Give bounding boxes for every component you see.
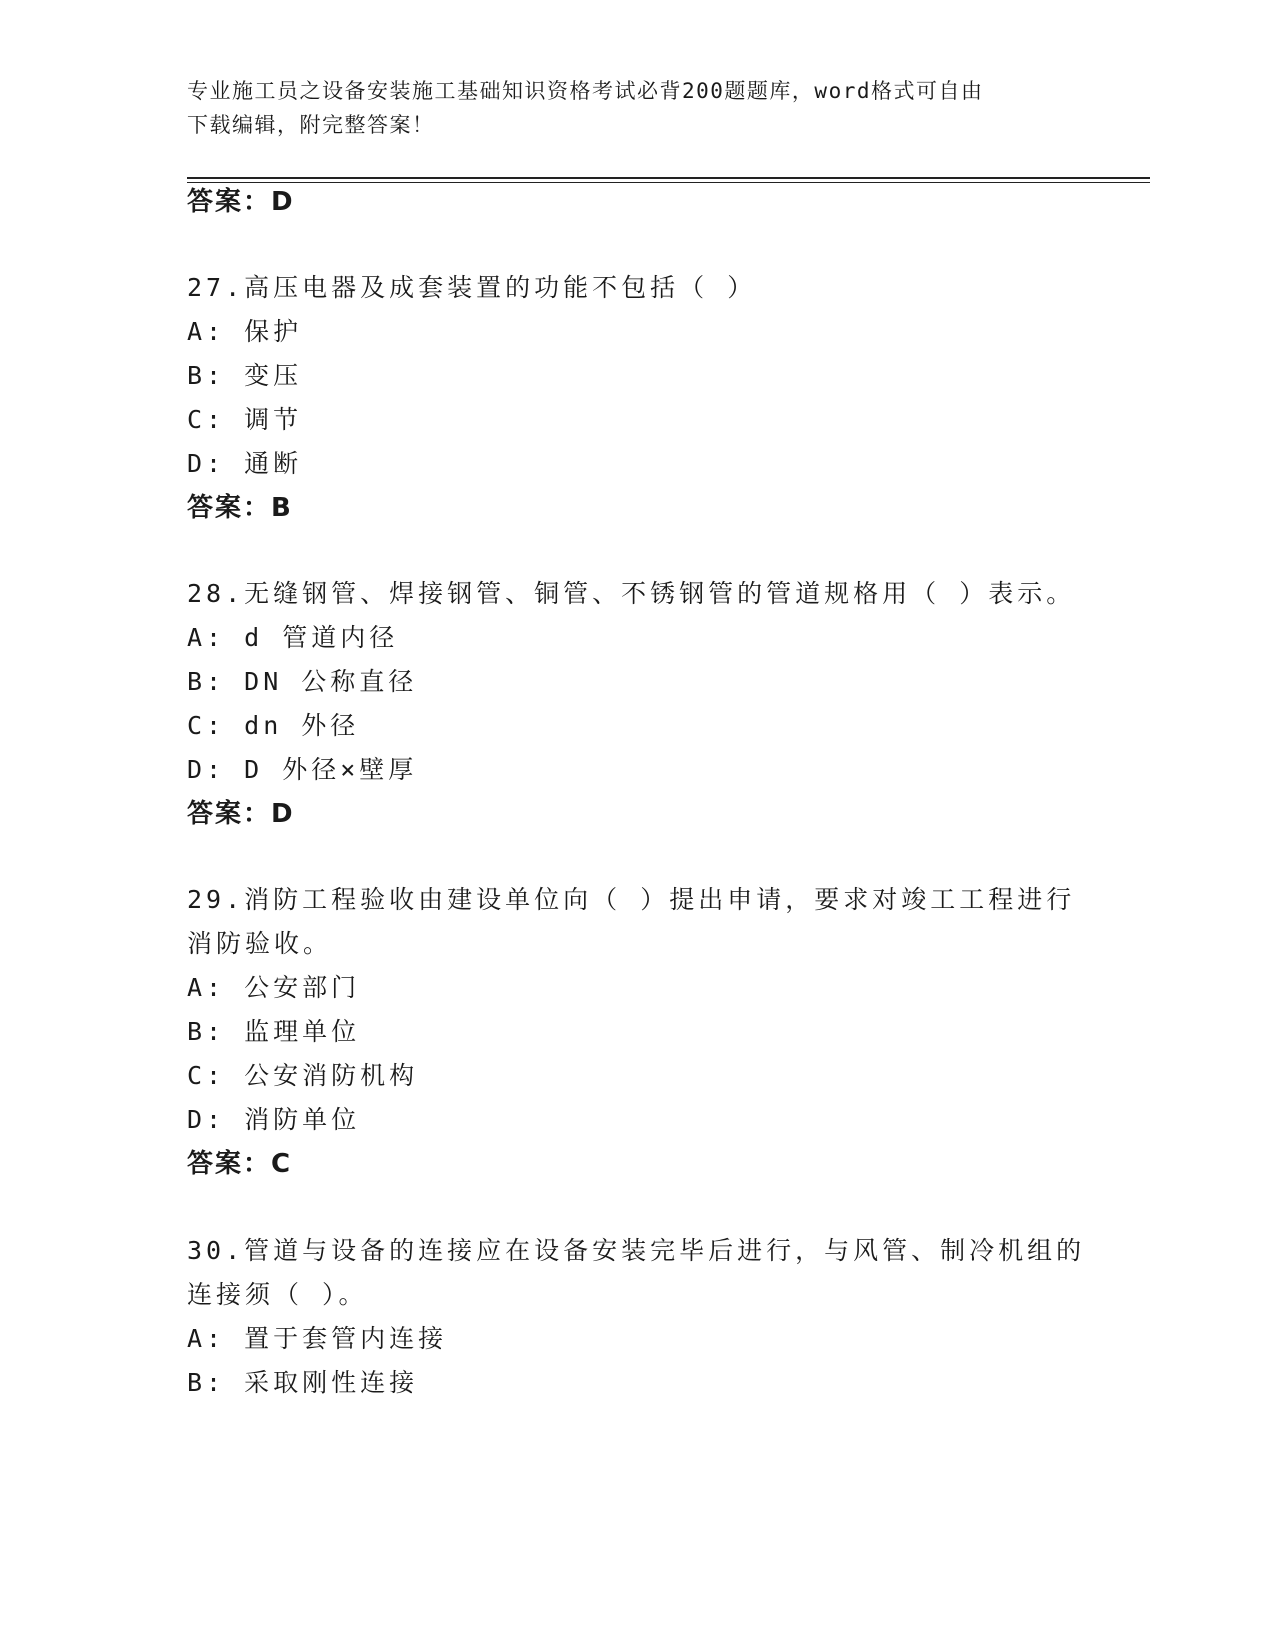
question-27-option-d: D: 通断: [187, 449, 303, 478]
question-27-stem: 27.高压电器及成套装置的功能不包括（ ）: [187, 273, 757, 302]
header-divider-thick: [187, 177, 1150, 179]
question-28-option-a: A: d 管道内径: [187, 623, 399, 652]
question-29-stem-line-1: 29.消防工程验收由建设单位向（ ）提出申请，要求对竣工工程进行: [187, 885, 1076, 914]
question-28-option-d: D: D 外径×壁厚: [187, 755, 418, 784]
question-29-option-d: D: 消防单位: [187, 1105, 361, 1134]
question-30-stem-line-2: 连接须（ ）。: [187, 1280, 368, 1309]
document-header: [187, 74, 1087, 142]
question-27-option-c: C: 调节: [187, 405, 303, 434]
question-29-option-a: A: 公安部门: [187, 973, 361, 1002]
question-30-stem-line-1: 30.管道与设备的连接应在设备安装完毕后进行，与风管、制冷机组的: [187, 1236, 1086, 1265]
question-29-answer: 答案：C: [187, 1149, 293, 1179]
question-28-stem: 28.无缝钢管、焊接钢管、铜管、不锈钢管的管道规格用（ ）表示。: [187, 579, 1076, 608]
previous-answer: 答案：D: [187, 187, 295, 217]
header-line-2: 下载编辑，附完整答案！: [187, 113, 435, 137]
question-30-option-b: B: 采取刚性连接: [187, 1368, 419, 1397]
question-29-option-b: B: 监理单位: [187, 1017, 361, 1046]
question-27-option-b: B: 变压: [187, 361, 303, 390]
header-divider-thin: [187, 182, 1150, 183]
question-29-option-c: C: 公安消防机构: [187, 1061, 419, 1090]
question-28-answer: 答案：D: [187, 799, 295, 829]
question-29-stem-line-2: 消防验收。: [187, 929, 333, 958]
question-30-option-a: A: 置于套管内连接: [187, 1324, 448, 1353]
question-28-option-c: C: dn 外径: [187, 711, 360, 740]
question-28-option-b: B: DN 公称直径: [187, 667, 418, 696]
question-27-answer: 答案：B: [187, 493, 293, 523]
question-27-option-a: A: 保护: [187, 317, 303, 346]
header-line-1: 专业施工员之设备安装施工基础知识资格考试必背200题题库，word格式可自由: [187, 79, 984, 103]
